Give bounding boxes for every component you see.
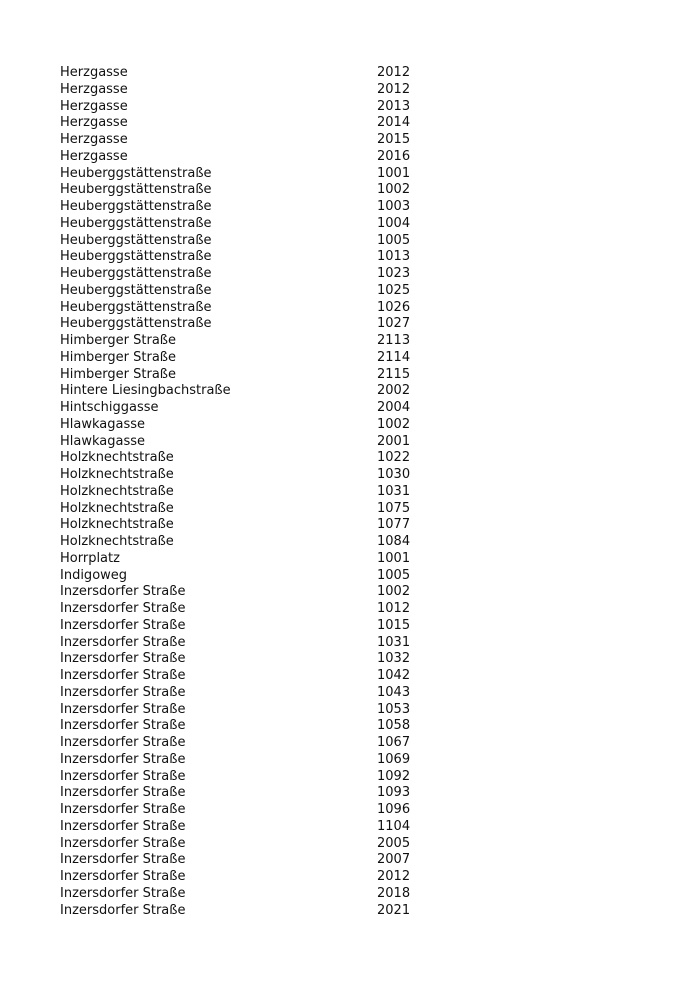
street-name-cell: Inzersdorfer Straße	[60, 802, 186, 817]
number-cell: 2002	[377, 383, 411, 399]
street-name-cell: Herzgasse	[60, 148, 128, 164]
address-table	[60, 65, 420, 919]
street-name-cell: Inzersdorfer Straße	[60, 818, 186, 834]
table-row	[60, 651, 420, 668]
number-cell: 2021	[377, 902, 411, 918]
table-row	[60, 702, 420, 719]
number-cell: 1077	[377, 517, 411, 533]
street-name-cell: Inzersdorfer Straße	[60, 684, 186, 700]
table-row	[60, 534, 420, 551]
street-name-cell: Holzknechtstraße	[60, 517, 174, 533]
table-row	[60, 149, 420, 166]
number-cell: 1001	[377, 550, 411, 566]
number-cell: 1096	[377, 802, 411, 817]
table-row	[60, 852, 420, 869]
table-row	[60, 769, 420, 786]
street-name-cell: Heuberggstättenstraße	[60, 165, 212, 181]
table-row	[60, 785, 420, 802]
table-row	[60, 417, 420, 434]
table-row	[60, 65, 420, 82]
table-row	[60, 350, 420, 367]
number-cell: 1075	[377, 500, 411, 516]
number-cell: 2004	[377, 400, 411, 415]
street-name-cell: Inzersdorfer Straße	[60, 701, 186, 717]
number-cell: 1027	[377, 316, 411, 332]
table-row	[60, 216, 420, 233]
number-cell: 2114	[377, 349, 411, 365]
table-row	[60, 752, 420, 769]
number-cell: 1042	[377, 668, 411, 683]
table-row	[60, 249, 420, 266]
table-row	[60, 735, 420, 752]
number-cell: 1002	[377, 182, 411, 198]
number-cell: 2014	[377, 115, 411, 131]
number-cell: 1043	[377, 684, 411, 700]
street-name-cell: Horrplatz	[60, 550, 120, 566]
street-name-cell: Heuberggstättenstraße	[60, 282, 212, 298]
street-name-cell: Inzersdorfer Straße	[60, 835, 186, 851]
street-name-cell: Heuberggstättenstraße	[60, 316, 212, 332]
street-name-cell: Holzknechtstraße	[60, 483, 174, 499]
number-cell: 1022	[377, 450, 411, 466]
street-name-cell: Holzknechtstraße	[60, 467, 174, 482]
table-row	[60, 568, 420, 585]
number-cell: 2013	[377, 98, 411, 114]
table-row	[60, 903, 420, 920]
street-name-cell: Heuberggstättenstraße	[60, 249, 212, 265]
number-cell: 1005	[377, 567, 411, 583]
number-cell: 2012	[377, 65, 411, 80]
street-name-cell: Inzersdorfer Straße	[60, 668, 186, 683]
number-cell: 2018	[377, 885, 411, 901]
table-row	[60, 283, 420, 300]
number-cell: 1026	[377, 299, 411, 315]
table-row	[60, 635, 420, 652]
number-cell: 1003	[377, 199, 411, 214]
table-row	[60, 685, 420, 702]
street-name-cell: Holzknechtstraße	[60, 534, 174, 549]
number-cell: 2115	[377, 366, 411, 382]
number-cell: 1012	[377, 601, 411, 616]
table-row	[60, 99, 420, 116]
number-cell: 2015	[377, 132, 411, 147]
street-name-cell: Heuberggstättenstraße	[60, 299, 212, 315]
street-name-cell: Inzersdorfer Straße	[60, 768, 186, 784]
table-row	[60, 182, 420, 199]
number-cell: 2012	[377, 869, 411, 884]
number-cell: 1067	[377, 735, 411, 750]
street-name-cell: Herzgasse	[60, 115, 128, 131]
table-row	[60, 434, 420, 451]
table-row	[60, 618, 420, 635]
street-name-cell: Herzgasse	[60, 98, 128, 114]
number-cell: 1015	[377, 617, 411, 633]
number-cell: 1104	[377, 818, 411, 834]
table-row	[60, 450, 420, 467]
street-name-cell: Indigoweg	[60, 567, 128, 583]
table-row	[60, 802, 420, 819]
number-cell: 1023	[377, 266, 411, 281]
street-name-cell: Hintere Liesingbachstraße	[60, 383, 231, 399]
street-name-cell: Inzersdorfer Straße	[60, 718, 186, 734]
number-cell: 1084	[377, 534, 411, 549]
number-cell: 1031	[377, 634, 411, 650]
number-cell: 2007	[377, 852, 411, 868]
street-name-cell: Herzgasse	[60, 65, 128, 80]
table-row	[60, 383, 420, 400]
table-row	[60, 115, 420, 132]
table-row	[60, 300, 420, 317]
number-cell: 1025	[377, 282, 411, 298]
number-cell: 1013	[377, 249, 411, 265]
number-cell: 2005	[377, 835, 411, 851]
table-row	[60, 367, 420, 384]
number-cell: 1092	[377, 768, 411, 784]
table-row	[60, 484, 420, 501]
number-cell: 2012	[377, 81, 411, 97]
street-name-cell: Inzersdorfer Straße	[60, 852, 186, 868]
street-name-cell: Inzersdorfer Straße	[60, 902, 186, 918]
table-row	[60, 501, 420, 518]
street-name-cell: Herzgasse	[60, 132, 128, 147]
number-cell: 1005	[377, 232, 411, 248]
street-name-cell: Heuberggstättenstraße	[60, 182, 212, 198]
number-cell: 1058	[377, 718, 411, 734]
street-name-cell: Hintschiggasse	[60, 400, 159, 415]
street-name-cell: Inzersdorfer Straße	[60, 601, 186, 616]
number-cell: 1053	[377, 701, 411, 717]
number-cell: 1030	[377, 467, 411, 482]
number-cell: 2113	[377, 333, 411, 348]
table-row	[60, 601, 420, 618]
number-cell: 2001	[377, 433, 411, 449]
number-cell: 1001	[377, 165, 411, 181]
street-name-cell: Holzknechtstraße	[60, 500, 174, 516]
street-name-cell: Holzknechtstraße	[60, 450, 174, 466]
number-cell: 1032	[377, 651, 411, 667]
street-name-cell: Himberger Straße	[60, 349, 176, 365]
table-row	[60, 333, 420, 350]
table-row	[60, 233, 420, 250]
street-name-cell: Inzersdorfer Straße	[60, 751, 186, 767]
number-cell: 1031	[377, 483, 411, 499]
street-name-cell: Heuberggstättenstraße	[60, 199, 212, 214]
street-name-cell: Inzersdorfer Straße	[60, 634, 186, 650]
number-cell: 1069	[377, 751, 411, 767]
number-cell: 1004	[377, 215, 411, 231]
table-row	[60, 517, 420, 534]
number-cell: 2016	[377, 148, 411, 164]
table-row	[60, 467, 420, 484]
street-name-cell: Heuberggstättenstraße	[60, 232, 212, 248]
table-row	[60, 886, 420, 903]
table-row	[60, 400, 420, 417]
street-name-cell: Inzersdorfer Straße	[60, 617, 186, 633]
table-row	[60, 266, 420, 283]
number-cell: 1002	[377, 584, 411, 600]
table-row	[60, 82, 420, 99]
table-row	[60, 836, 420, 853]
street-name-cell: Himberger Straße	[60, 333, 176, 348]
table-row	[60, 718, 420, 735]
street-name-cell: Hlawkagasse	[60, 433, 146, 449]
street-name-cell: Himberger Straße	[60, 366, 176, 382]
table-row	[60, 819, 420, 836]
table-row	[60, 166, 420, 183]
street-name-cell: Inzersdorfer Straße	[60, 785, 186, 801]
street-name-cell: Inzersdorfer Straße	[60, 584, 186, 600]
table-row	[60, 551, 420, 568]
table-row	[60, 869, 420, 886]
number-cell: 1093	[377, 785, 411, 801]
table-row	[60, 584, 420, 601]
street-name-cell: Inzersdorfer Straße	[60, 735, 186, 750]
number-cell: 1002	[377, 416, 411, 432]
street-name-cell: Heuberggstättenstraße	[60, 215, 212, 231]
street-name-cell: Hlawkagasse	[60, 416, 146, 432]
street-name-cell: Inzersdorfer Straße	[60, 885, 186, 901]
table-row	[60, 316, 420, 333]
table-row	[60, 132, 420, 149]
table-row	[60, 199, 420, 216]
street-name-cell: Herzgasse	[60, 81, 128, 97]
street-name-cell: Inzersdorfer Straße	[60, 651, 186, 667]
street-name-cell: Heuberggstättenstraße	[60, 266, 212, 281]
street-name-cell: Inzersdorfer Straße	[60, 869, 186, 884]
table-row	[60, 668, 420, 685]
